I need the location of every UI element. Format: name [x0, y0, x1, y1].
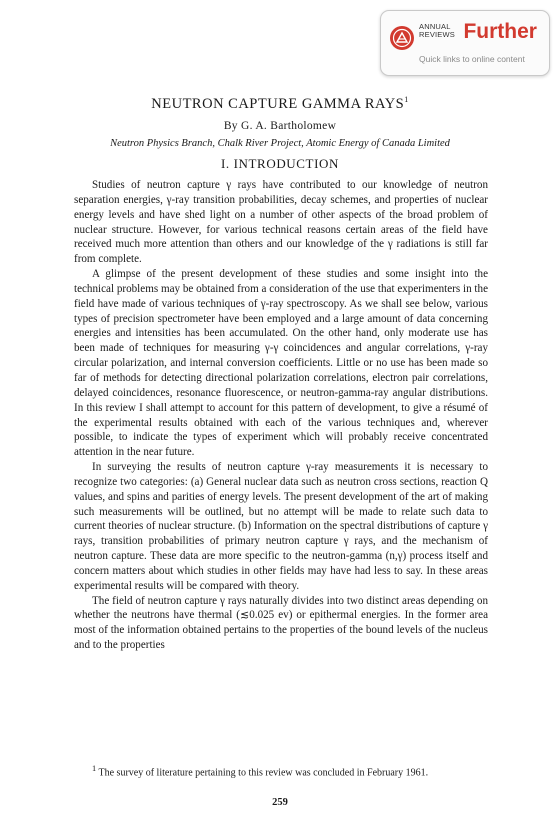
author-affiliation: Neutron Physics Branch, Chalk River Project, Atomic Energy of Canada Limited: [110, 138, 450, 149]
footnote-text: The survey of literature pertaining to this review was concluded in February 1961.: [98, 767, 429, 779]
title-footnote-mark[interactable]: 1: [404, 95, 409, 104]
paragraph: In surveying the results of neutron capture γ-ray measurements it is necessary to recognize two categories: (a) General nuclear data such as neutron cross sections, reaction Q values, and spins and parities of energy levels. The present development of the art of making such measurements will be outlined, but no attempt will be made to relate such data to current theories of nuclear structure. (b) Information on the spectral distributions of capture γ rays, transition probabilities of primary neutron capture γ rays, and the mechanism of neutron capture. These data are more specific to the neutron-gamma (n,γ) process itself and concern matters about which studies in other fields may have had less to say. In these areas experimental results will be compared with theory.: [74, 461, 488, 592]
paragraph: The field of neutron capture γ rays naturally divides into two distinct areas depending on whether the neutrons have thermal (≲0.025 ev) or epithermal energies. In the former area most of the information obtained pertains to the properties of the bound levels of the nucleus and to the properties: [74, 594, 488, 652]
badge-brand-line2: REVIEWS: [419, 30, 455, 39]
paragraph: A glimpse of the present development of these studies and some insight into the technical problems may be obtained from a consideration of the use that experimenters in the field have made of various techniques of γ-ray spectroscopy. As we shall see below, various types of precision spectrometer have been employed and a large amount of data concerning energies and intensities has been accumulated. On the other hand, only moderate use has been made of techniques for measuring γ-γ coincidences and angular correlations, γ-ray circular polarization, and internal conversion coefficients. Little or no use has been made so far of methods for detecting directional polarization correlations, electron pair correlations, delayed coincidences, resonance fluorescence, or neutron-gamma-ray angular distributions. In this review I shall attempt to account for this pattern of development, to give a résumé of the experimental results obtained with each of the various techniques and, wherever possible, to indicate the types of experiment which will probably receive concentrated attention in the near future.: [74, 268, 488, 459]
badge-brand-line1: ANNUAL: [419, 22, 451, 31]
badge-header: [419, 20, 537, 43]
badge-title: Further: [463, 20, 537, 43]
author-byline: By G. A. Bartholomew: [223, 120, 337, 132]
paragraph: Studies of neutron capture γ rays have contributed to our knowledge of neutron separation energies, γ-ray transition probabilities, decay schemes, and properties of nuclear energy levels and have shed light on a number of other aspects of the broad problem of nuclear structure. However, for various technical reasons certain areas of the field have received much more attention than others and our knowledge of the γ radiations is still far from complete.: [74, 179, 488, 266]
article-body: [74, 178, 488, 653]
page-number: 259: [272, 797, 288, 808]
footnote: [74, 762, 488, 779]
section-heading: I. INTRODUCTION: [220, 156, 340, 171]
annual-reviews-logo-icon: [389, 25, 415, 51]
footnote-mark: 1: [92, 764, 97, 773]
article-title-text: NEUTRON CAPTURE GAMMA RAYS: [151, 95, 405, 112]
badge-subtitle-link[interactable]: Quick links to online content: [419, 54, 525, 64]
further-badge[interactable]: [380, 10, 550, 76]
article-title: [0, 95, 560, 113]
badge-brand: [419, 23, 455, 39]
